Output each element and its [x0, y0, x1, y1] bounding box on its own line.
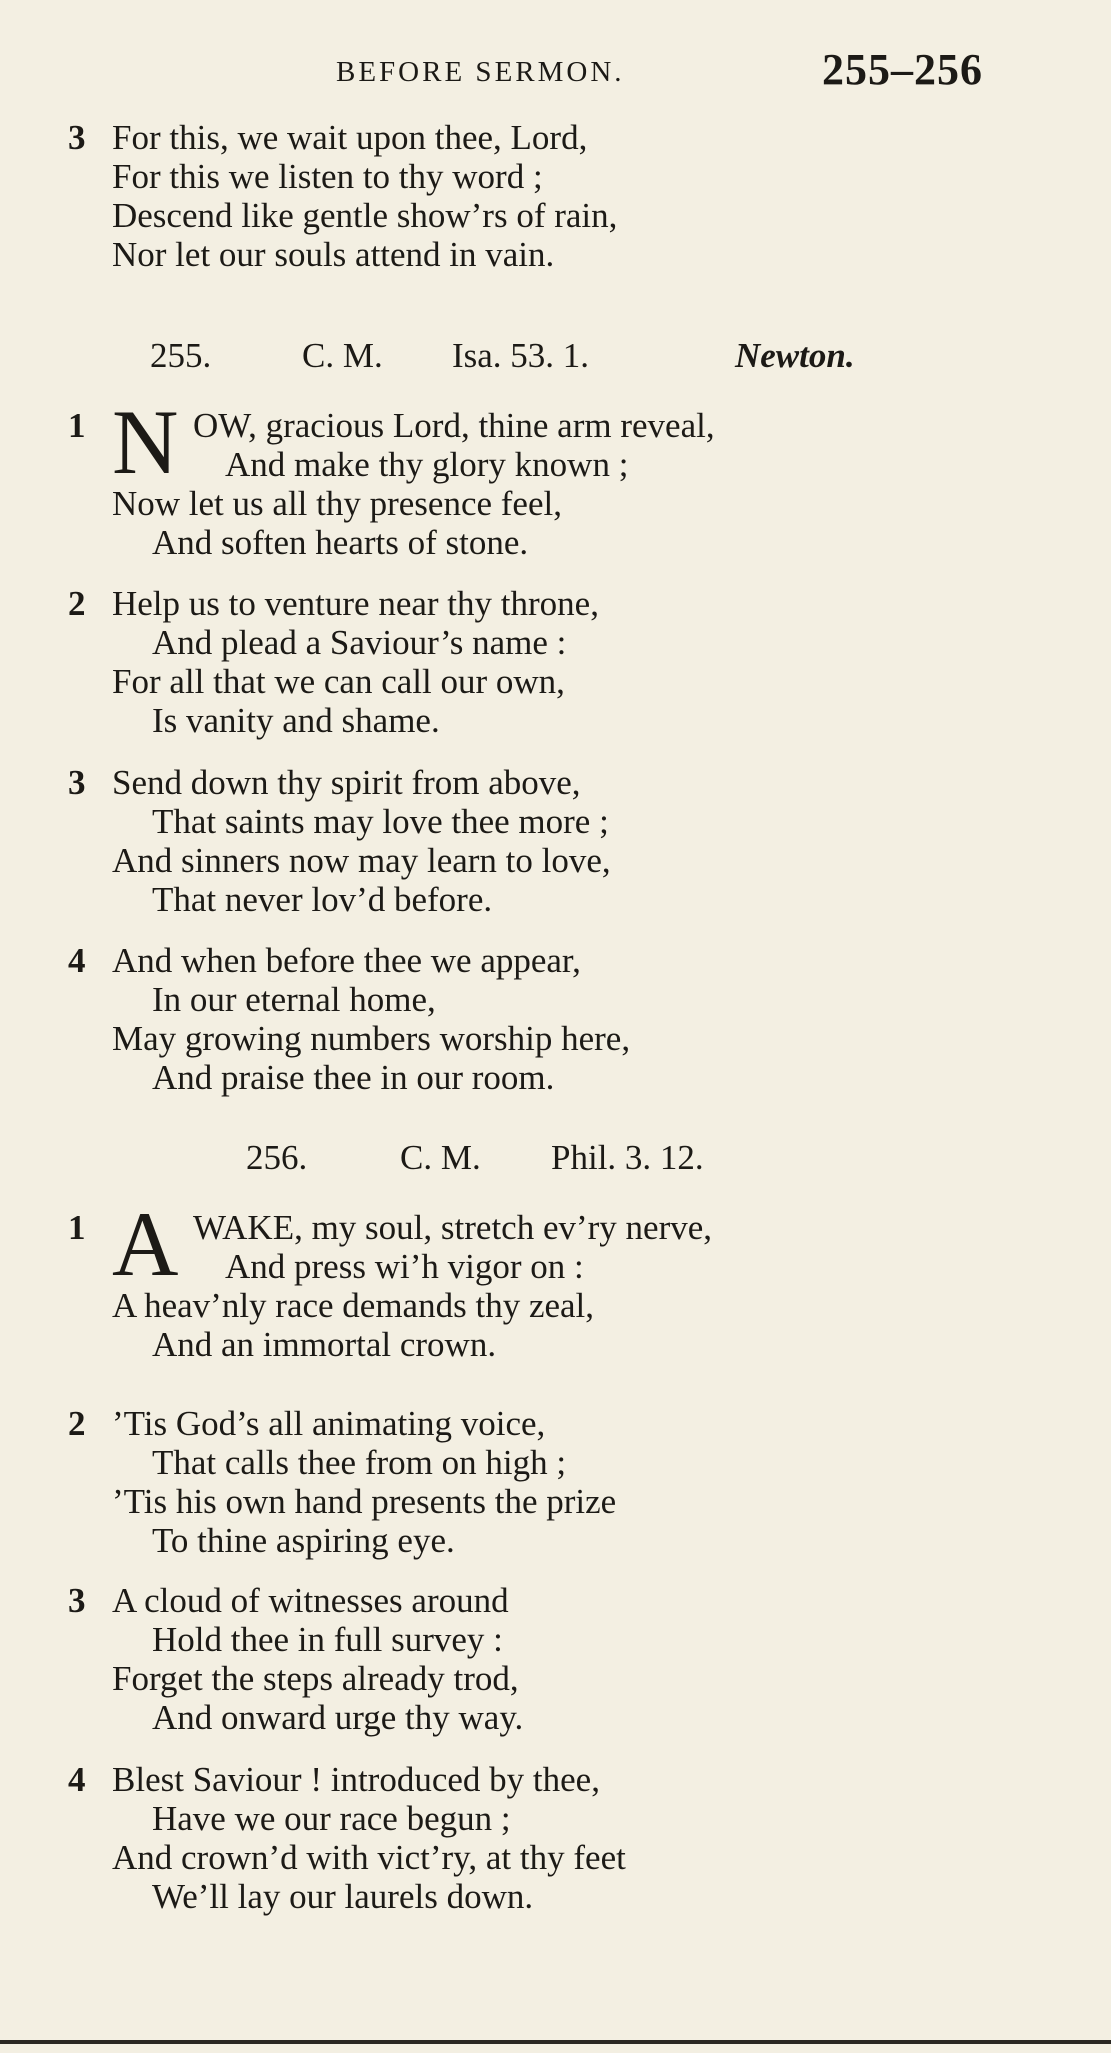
verse-line: And make thy glory known ; [225, 445, 629, 484]
page-range: 255–256 [822, 45, 983, 94]
verse-line: Forget the steps already trod, [112, 1659, 519, 1698]
verse-line: A heav’nly race demands thy zeal, [112, 1286, 595, 1325]
verse-line: OW, gracious Lord, thine arm reveal, [193, 406, 715, 445]
verse-line: ’Tis God’s all animating voice, [112, 1404, 546, 1443]
verse-line: That never lov’d before. [152, 880, 493, 919]
verse-line: And sinners now may learn to love, [112, 841, 611, 880]
stanza-number: 1 [68, 1208, 86, 1247]
hymn-meter: C. M. [400, 1138, 481, 1177]
running-head: BEFORE SERMON. [336, 56, 625, 88]
hymn-scripture: Isa. 53. 1. [452, 336, 590, 375]
hymn-heading-255 [0, 336, 1111, 376]
stanza-number: 4 [68, 1760, 86, 1799]
page-header [0, 44, 1111, 94]
verse-line: A cloud of witnesses around [112, 1581, 509, 1620]
hymn-number: 256. [246, 1138, 308, 1177]
verse-line: In our eternal home, [152, 980, 436, 1019]
verse-line: Help us to venture near thy throne, [112, 584, 599, 623]
verse-line: ’Tis his own hand presents the prize [112, 1482, 617, 1521]
verse-line: And soften hearts of stone. [152, 523, 529, 562]
verse-line: And plead a Saviour’s name : [152, 623, 567, 662]
verse-line: And press wi’h vigor on : [225, 1247, 584, 1286]
verse-line: Hold thee in full survey : [152, 1620, 503, 1659]
verse-line: Now let us all thy presence feel, [112, 484, 562, 523]
verse-line: And praise thee in our room. [152, 1058, 555, 1097]
drop-cap: A [112, 1193, 179, 1295]
bottom-rule [0, 2040, 1111, 2044]
verse-line: Blest Saviour ! introduced by thee, [112, 1760, 600, 1799]
verse-line: Have we our race begun ; [152, 1799, 511, 1838]
hymn-number: 255. [150, 336, 212, 375]
hymn-author: Newton. [735, 336, 855, 375]
stanza-number: 3 [68, 763, 86, 802]
verse-line: WAKE, my soul, stretch ev’ry nerve, [193, 1208, 713, 1247]
stanza-number: 1 [68, 406, 86, 445]
verse-line: Is vanity and shame. [152, 701, 440, 740]
verse-line: And an immortal crown. [152, 1325, 497, 1364]
verse-line: For all that we can call our own, [112, 662, 565, 701]
verse-line: That calls thee from on high ; [152, 1443, 567, 1482]
hymn-heading-256 [0, 1138, 1111, 1178]
verse-line: Descend like gentle show’rs of rain, [112, 196, 618, 235]
verse-line: For this we listen to thy word ; [112, 157, 543, 196]
stanza-number: 3 [68, 118, 86, 157]
verse-line: Send down thy spirit from above, [112, 763, 581, 802]
verse-line: May growing numbers worship here, [112, 1019, 631, 1058]
stanza-number: 3 [68, 1581, 86, 1620]
stanza-number: 2 [68, 584, 86, 623]
verse-line: And crown’d with vict’ry, at thy feet [112, 1838, 626, 1877]
drop-cap: N [112, 391, 179, 493]
hymn-scripture: Phil. 3. 12. [551, 1138, 704, 1177]
verse-line: That saints may love thee more ; [152, 802, 609, 841]
verse-line: We’ll lay our laurels down. [152, 1877, 534, 1916]
stanza-number: 2 [68, 1404, 86, 1443]
stanza-number: 4 [68, 941, 86, 980]
verse-line: And when before thee we appear, [112, 941, 581, 980]
verse-line: For this, we wait upon thee, Lord, [112, 118, 588, 157]
verse-line: Nor let our souls attend in vain. [112, 235, 555, 274]
verse-line: To thine aspiring eye. [152, 1521, 455, 1560]
hymn-meter: C. M. [302, 336, 383, 375]
verse-line: And onward urge thy way. [152, 1698, 524, 1737]
